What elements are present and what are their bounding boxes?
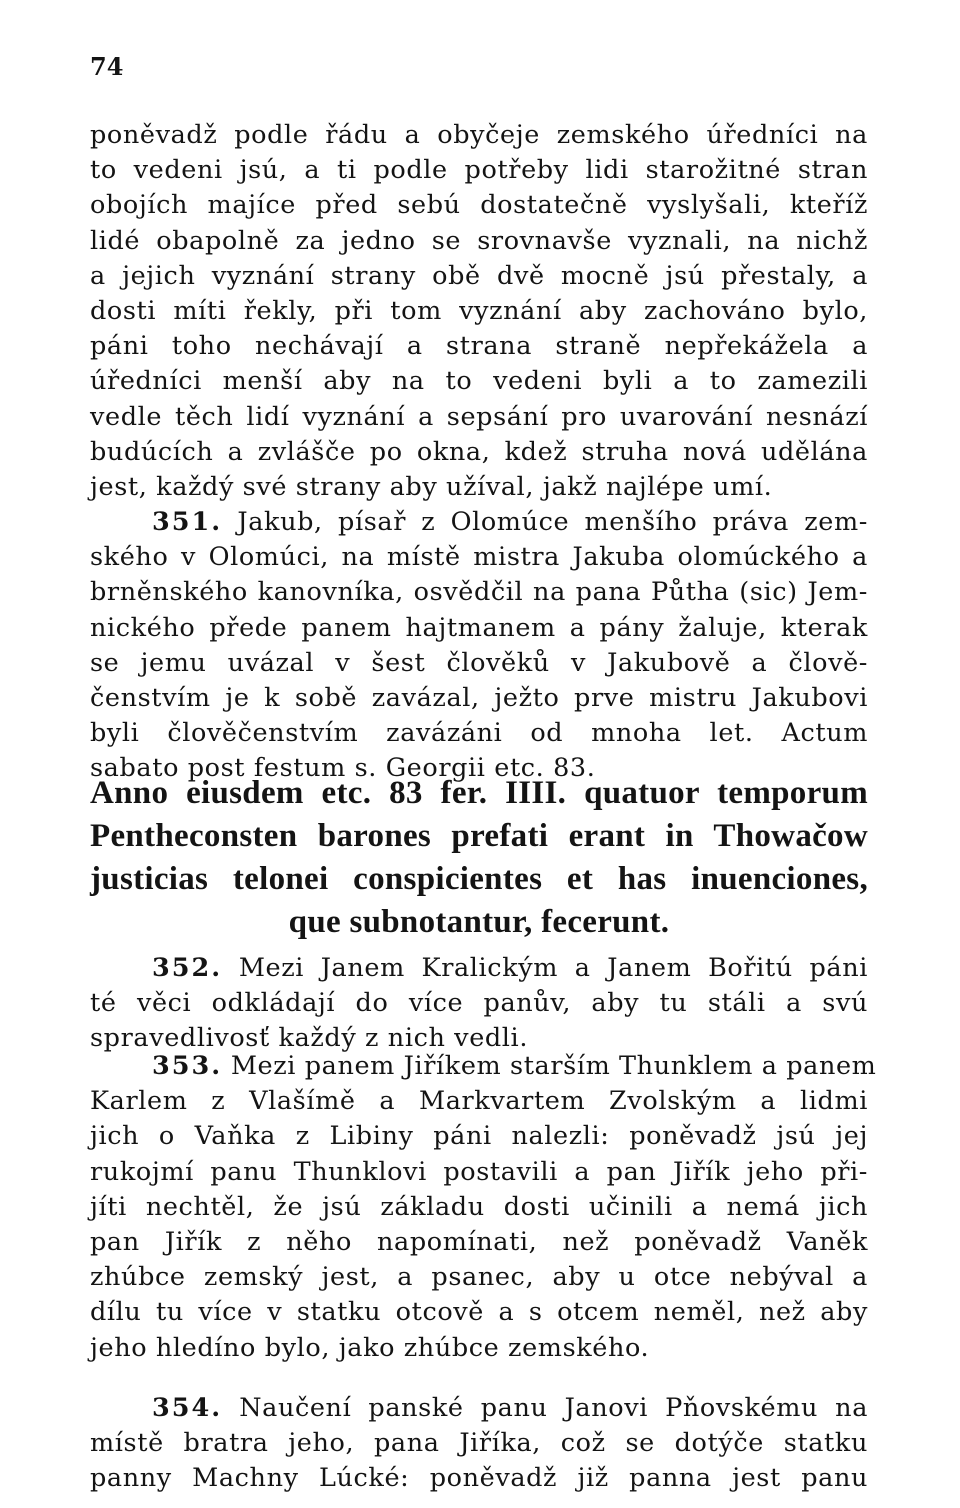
entry-first-line: [90, 505, 868, 540]
page-number: 74: [90, 52, 124, 81]
text-line: lidé obapolně za jedno se srovnavše vyznali, na nichž: [90, 225, 868, 256]
entry-354: [90, 1391, 868, 1497]
text-line: dosti míti řekly, při tom vyznání aby zachováno bylo,: [90, 296, 868, 327]
entry-first-line: [90, 1049, 877, 1084]
text-line: poněvadž podle řádu a obyčeje zemského úředníci na: [90, 120, 868, 150]
text-line: to vedeni jsú, a ti podle potřeby lidi starožitné stran: [90, 155, 868, 186]
text-line: zhúbce zemský jest, a psanec, aby u otce nebýval a: [90, 1262, 868, 1293]
text-line: vedle těch lidí vyznání a sepsání pro uvarování nesnází: [90, 401, 868, 432]
entry-number: 351.: [152, 507, 223, 537]
text-line: úředníci menší aby na to vedeni byli a to zamezili: [90, 366, 868, 397]
text-line: rukojmí panu Thunklovi postavili a pan Jiřík jeho při-: [90, 1156, 868, 1187]
text-line: pan Jiřík z něho napomínati, než poněvadž Vaněk: [90, 1227, 868, 1258]
text-line: byli člověčenstvím zavázáni od mnoha let. Actum: [90, 718, 868, 749]
text-line: čenstvím je k sobě zavázal, ježto prve mistru Jakubovi: [90, 683, 868, 714]
text-line: spravedlivosť každý z nich vedli.: [90, 1023, 529, 1054]
text-line: a jejich vyznání strany obě dvě mocně jsú přestaly, a: [90, 260, 868, 291]
entry-353: [90, 1049, 877, 1366]
text-line: sabato post festum s. Georgii etc. 83.: [90, 753, 596, 784]
heading-line: Anno eiusdem etc. 83 fer. IIII. quatuor temporum: [90, 775, 868, 811]
text-line: panny Machny Lúcké: poněvadž již panna jest panu: [90, 1463, 868, 1494]
text-line: místě bratra jeho, pana Jiříka, což se dotýče statku: [90, 1428, 868, 1459]
text-line: Karlem z Vlašímě a Markvartem Zvolským a lidmi: [90, 1086, 868, 1117]
entry-351: [90, 505, 868, 787]
entry-number: 353.: [152, 1051, 223, 1081]
text-line: budúcích a zvláščе po okna, kdež struha nová udělána: [90, 436, 868, 467]
text-line: jich o Vaňka z Libiny páni nalezli: poněvadž jsú jej: [90, 1121, 868, 1152]
entry-number: 354.: [152, 1393, 223, 1423]
entry-first-line: [90, 1391, 868, 1426]
text-line: se jemu uvázal v šest člověků v Jakubově a člově-: [90, 647, 868, 678]
text-line: nického přede panem hajtmanem a pány žaluje, kterak: [90, 612, 868, 643]
heading-line: Pentheconsten barones prefati erant in Thowačow: [90, 818, 868, 854]
text-line: dílu tu více v statku otcově a s otcem neměl, než aby: [90, 1297, 868, 1328]
section-heading: [90, 772, 868, 944]
text-line: ského v Olomúci, na místě mistra Jakuba olomúckého a: [90, 542, 868, 573]
text-line: jest, každý své strany aby užíval, jakž najlépe umí.: [90, 472, 773, 503]
entry-352: [90, 951, 868, 1057]
entry-text: Naučení panské panu Janovi Pňovskému na: [239, 1393, 868, 1423]
text-line: brněnského kanovníka, osvědčil na pana Půtha (sic) Jem-: [90, 577, 868, 608]
entry-text: Mezi Janem Kralickým a Janem Bořitú páni: [238, 953, 868, 983]
entry-number: 352.: [152, 953, 223, 983]
entry-first-line: [90, 951, 868, 986]
entry-text: Jakub, písař z Olomúce menšího práva zem-: [237, 507, 868, 537]
text-line: té věci odkládají do více panův, aby tu stáli a svú: [90, 988, 868, 1019]
paragraph-continuation: [90, 118, 868, 505]
text-line: páni toho nechávají a strana straně nepřekážela a: [90, 331, 868, 362]
entry-text: Mezi panem Jiříkem starším Thunklem a panem: [230, 1051, 877, 1081]
text-line: jíti nechtěl, že jsú základu dosti učinili a nemá jich: [90, 1191, 868, 1222]
heading-line: que subnotantur, fecerunt.: [288, 904, 670, 940]
text-line: obojích majíce před sebú dostatečně vyslyšali, kteříž: [90, 190, 868, 221]
heading-line: justicias telonei conspicientes et has inuenciones,: [90, 861, 868, 897]
text-line: jeho hledíno bylo, jako zhúbce zemského.: [90, 1332, 650, 1363]
